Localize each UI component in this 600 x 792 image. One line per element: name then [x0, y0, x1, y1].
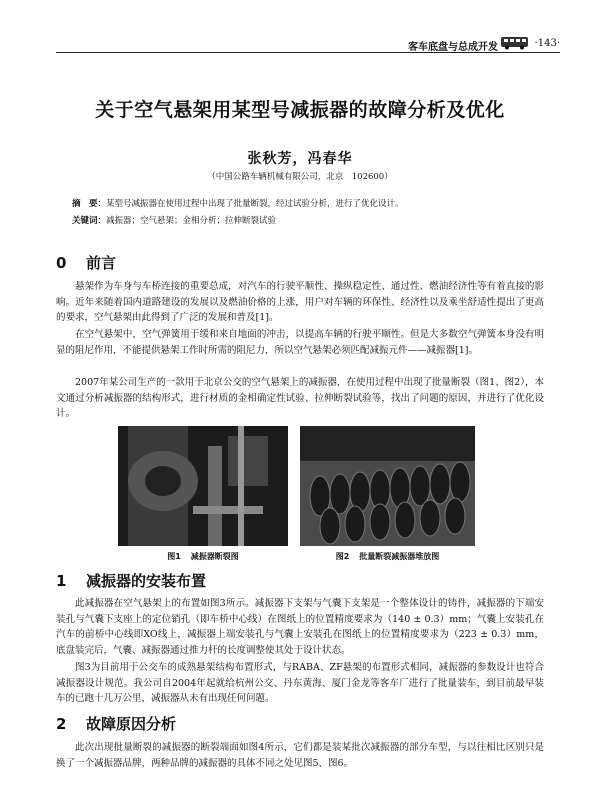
broken-damper-photo [118, 426, 288, 546]
figure-2-photo [300, 426, 475, 546]
figure-caption-text: 批量断裂减振器堆放图 [359, 552, 440, 561]
paragraph: 悬架作为车身与车桥连接的重要总成，对汽车的行驶平顺性、操纵稳定性、通过性、燃油经济性等有着直接的影响。近年来随着国内道路建设的发展以及燃油价格的上涨，用户对车辆的环保性、经济性以及乘坐舒适性提出了更高的要求，空气悬架由此得到了广泛的发展和普及[1]。 [56, 281, 544, 323]
paragraph: 此次出现批量断裂的减振器的断裂端面如图4所示，它们都是装某批次减振器的部分车型，与以往相比区别只是换了一个减振器品牌，两种品牌的减振器的具体不同之处见图5、图6。 [56, 742, 544, 769]
section-number: 2 [56, 715, 67, 733]
figure-1-photo [118, 426, 288, 546]
journal-title: 客车底盘与总成开发 [408, 42, 498, 53]
paragraph: 在空气悬架中，空气弹簧用于缓和来自地面的冲击，以提高车辆的行驶平顺性。但是大多数空气弹簧本身没有明显的阻尼作用，不能提供悬架工作时所需的阻尼力，所以空气悬架必须匹配减振元件——减振器[1]。 [56, 329, 544, 356]
keywords-text: 减振器；空气悬架；金相分析；拉伸断裂试验 [106, 216, 277, 226]
keywords-label: 关键词： [72, 216, 107, 226]
figure-1-caption [118, 551, 288, 562]
section-title: 前言 [86, 254, 117, 272]
damper-pile-photo [300, 426, 475, 546]
abstract [72, 197, 532, 209]
figure-number: 图2 [335, 552, 350, 561]
abstract-text: 某型号减振器在使用过程中出现了批量断裂，经过试验分析，进行了优化设计。 [106, 199, 404, 209]
running-header [56, 38, 560, 54]
section-heading [56, 252, 116, 273]
bus-icon [500, 34, 530, 50]
paper-title: 关于空气悬架用某型号减振器的故障分析及优化 [95, 99, 505, 121]
paragraph: 2007年某公司生产的一款用于北京公交的空气悬架上的减振器，在使用过程中出现了批量断裂（图1、图2），本文通过分析减振器的结构形式，进行材质的金相确定性试验、拉伸断裂试验等，找出了问题的原因，并进行了优化设计。 [56, 377, 544, 419]
abstract-label: 摘 要： [72, 199, 107, 209]
section-number: 1 [56, 572, 67, 590]
section-heading [56, 570, 206, 591]
paragraph: 此减振器在空气悬架上的布置如图3所示。减振器下支架与气囊下支架是一个整体设计的铸件，减振器的下端安装孔与气囊下支座上的定位销孔（即车桥中心线）在图纸上的位置精度要求为（140 ± 0.3）mm；气囊上安装孔在汽车的前桥中心线即XO线上，减振器上端安装孔与气囊上安装孔在图纸上的位置精度要求为（223 ± 0.3）mm，底盘装完后，气囊、减振器通过推力杆的长度调整使其处于设计状态。 [56, 598, 544, 656]
section-title: 减振器的安装布置 [86, 572, 207, 590]
authors: 张秋芳，冯春华 [247, 151, 353, 167]
paragraph: 图3为目前用于公交车的成熟悬架结构布置形式，与RABA、ZF悬架的布置形式相同，减振器的参数设计也符合减振器设计规范。我公司自2004年起就给杭州公交、丹东黄海、厦门金龙等客车厂进行了批量装车，到目前最早装车的已跑十几万公里，减振器从未有出现任何问题。 [56, 662, 544, 704]
page-number: ·143· [534, 38, 560, 49]
figure-caption-text: 减振器断裂图 [190, 552, 239, 561]
figure-2-caption [300, 551, 475, 562]
keywords [72, 214, 532, 226]
section-title: 故障原因分析 [86, 715, 177, 733]
affiliation: （中国公路车辆机械有限公司，北京 102600） [207, 172, 393, 182]
figure-number: 图1 [167, 552, 181, 561]
section-heading [56, 713, 176, 734]
section-number: 0 [56, 254, 67, 272]
